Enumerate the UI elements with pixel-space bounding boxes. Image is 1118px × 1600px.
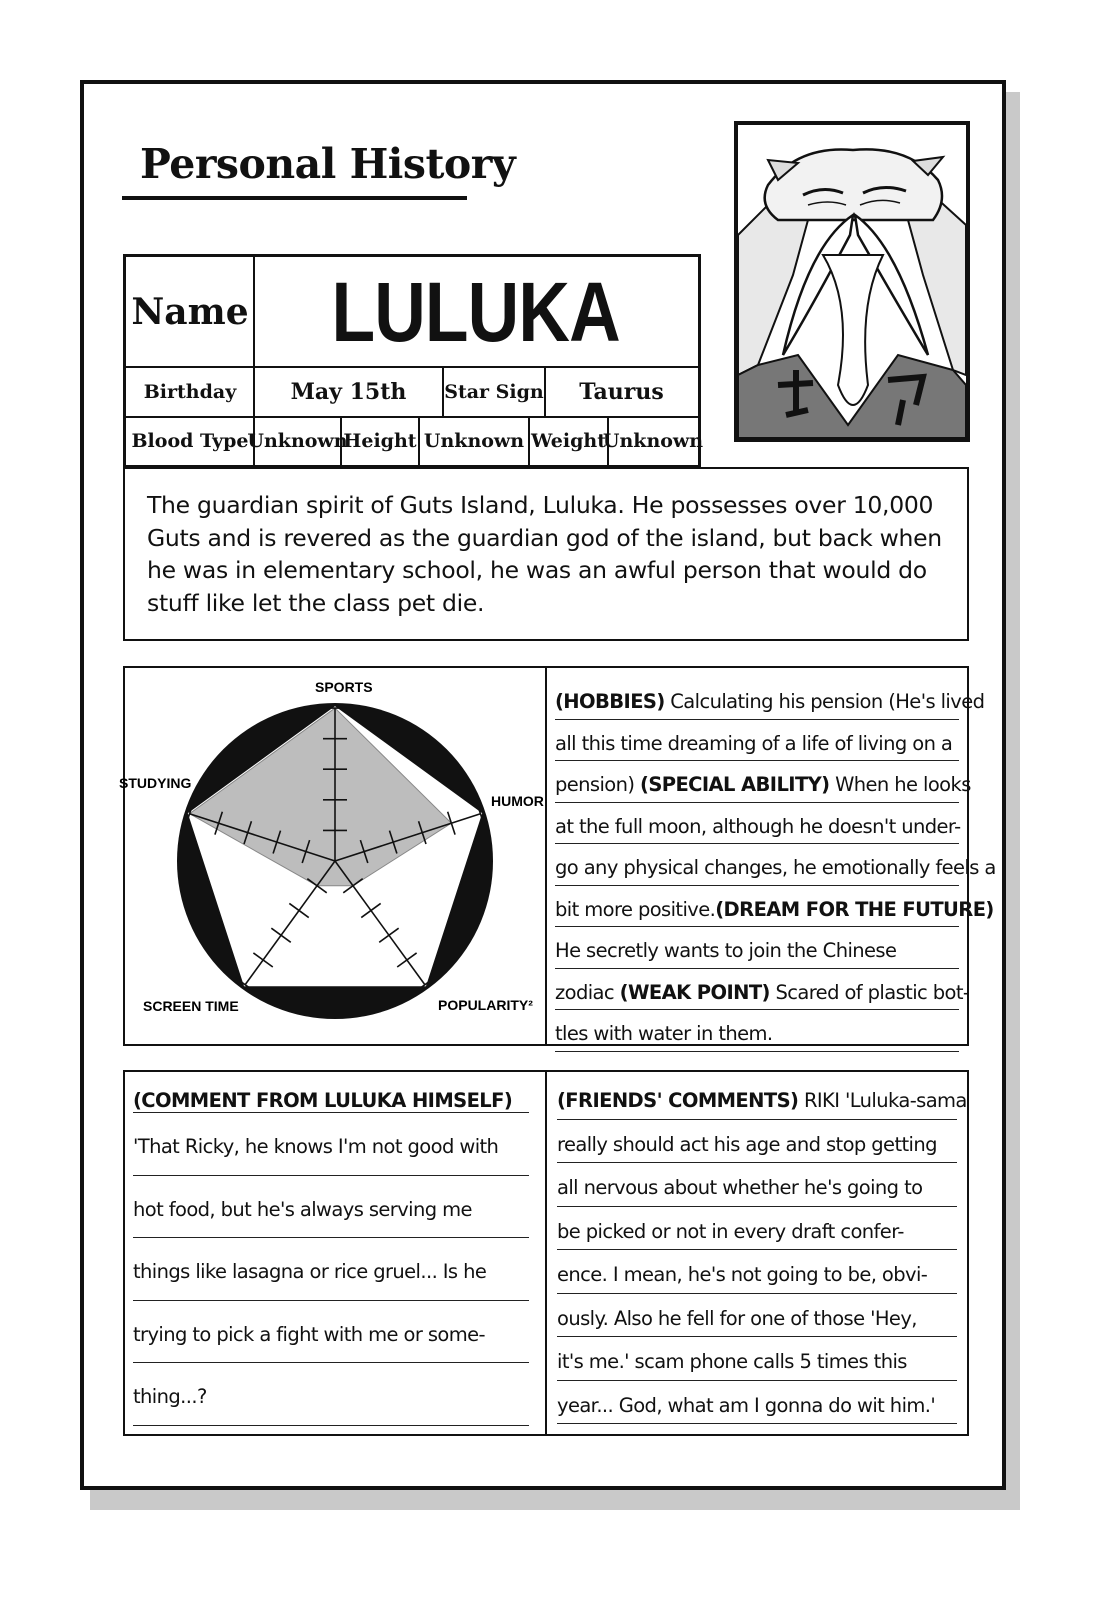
- birthday-label: Birthday: [125, 366, 255, 418]
- special-ability-heading: (SPECIAL ABILITY): [640, 773, 830, 796]
- height-label: Height: [340, 416, 420, 466]
- weak-point-text: Scared of plastic bot-: [769, 980, 970, 1004]
- hobbies-line: [555, 844, 996, 886]
- hobbies-line: [555, 720, 959, 762]
- hobbies-text: bit more positive.: [555, 897, 716, 921]
- self-comment-line: hot food, but he's always serving me: [133, 1176, 529, 1239]
- hobbies-text: go any physical changes, he emotionally feels a: [555, 856, 996, 879]
- hobbies-panel: [545, 666, 996, 1046]
- friends-comment-line: really should act his age and stop getting: [557, 1120, 957, 1164]
- axis-label-screen-time: SCREEN TIME: [143, 998, 239, 1014]
- axis-label-sports: SPORTS: [315, 679, 373, 695]
- profile-grid: [123, 254, 704, 468]
- hobbies-line: [555, 761, 971, 803]
- self-comment-line: thing...?: [133, 1363, 529, 1426]
- hobbies-heading: (HOBBIES): [555, 690, 665, 713]
- dream-heading: (DREAM FOR THE FUTURE): [715, 897, 994, 921]
- character-portrait: [734, 121, 970, 442]
- name-value-cell: [253, 256, 699, 368]
- friends-comment-panel: [545, 1070, 969, 1436]
- friends-comment-text: RIKI 'Luluka-sama: [798, 1089, 967, 1112]
- self-comment-line: 'That Ricky, he knows I'm not good with: [133, 1113, 529, 1176]
- axis-label-humor: HUMOR: [491, 793, 544, 809]
- luluka-illustration: [738, 125, 966, 438]
- height-value: Unknown: [418, 416, 530, 466]
- hobbies-text: pension): [555, 773, 641, 796]
- hobbies-text: He secretly wants to join the Chinese: [555, 939, 897, 962]
- character-name: LULUKA: [331, 264, 621, 359]
- hobbies-line: [555, 1010, 959, 1052]
- weight-value: Unknown: [607, 416, 699, 466]
- hobbies-text: zodiac: [555, 980, 620, 1004]
- stats-radar-panel: [119, 666, 547, 1046]
- friends-comment-line: be picked or not in every draft confer-: [557, 1207, 957, 1251]
- friends-comment-heading: (FRIENDS' COMMENTS): [557, 1089, 799, 1112]
- self-comment-heading: [133, 1076, 529, 1113]
- stats-radar-chart: [119, 668, 545, 1044]
- self-comment-heading-text: (COMMENT FROM LULUKA HIMSELF): [133, 1089, 513, 1112]
- title-underline: [122, 196, 467, 200]
- self-comment-panel: [123, 1070, 547, 1436]
- self-comment-line: things like lasagna or rice gruel... Is he: [133, 1238, 529, 1301]
- special-ability-text: When he looks: [829, 773, 971, 796]
- star-sign-label: Star Sign: [442, 366, 546, 418]
- hobbies-text: all this time dreaming of a life of living on a: [555, 731, 953, 755]
- weight-label: Weight: [528, 416, 609, 466]
- self-comment-line: trying to pick a fight with me or some-: [133, 1301, 529, 1364]
- weak-point-heading: (WEAK POINT): [619, 980, 770, 1004]
- hobbies-line: [555, 886, 994, 928]
- hobbies-line: [555, 927, 959, 969]
- friends-comment-line: all nervous about whether he's going to: [557, 1163, 957, 1207]
- hobbies-text: Calculating his pension (He's lived: [664, 690, 985, 713]
- hobbies-line: [555, 803, 959, 845]
- hobbies-text: tles with water in them.: [555, 1022, 773, 1045]
- friends-comment-line: year... God, what am I gonna do wit him.': [557, 1381, 957, 1425]
- description-line: stuff like let the class pet die.: [147, 588, 485, 617]
- star-sign-value: Taurus: [544, 366, 699, 418]
- description-line: he was in elementary school, he was an awful person that would do: [147, 556, 927, 584]
- birthday-value: May 15th: [253, 366, 444, 418]
- page-title: Personal History: [140, 140, 516, 188]
- description-line: Guts and is revered as the guardian god of the island, but back when: [147, 523, 942, 552]
- axis-label-popularity: POPULARITY²: [438, 997, 533, 1013]
- blood-type-value: Unknown: [253, 416, 342, 466]
- hobbies-line: [555, 969, 970, 1011]
- hobbies-text: at the full moon, although he doesn't under-: [555, 814, 961, 838]
- friends-comment-line: ence. I mean, he's not going to be, obvi-: [557, 1250, 957, 1294]
- character-description: [123, 467, 969, 641]
- friends-comment-line: ously. Also he fell for one of those 'Hey,: [557, 1294, 957, 1338]
- description-line: The guardian spirit of Guts Island, Luluka. He possesses over 10,000: [147, 491, 934, 519]
- blood-type-label: Blood Type: [125, 416, 255, 466]
- friends-comment-line: it's me.' scam phone calls 5 times this: [557, 1337, 957, 1381]
- friends-comment-line: [557, 1076, 967, 1120]
- hobbies-line: [555, 678, 985, 720]
- name-label: Name: [125, 256, 255, 368]
- axis-label-studying: STUDYING: [119, 775, 192, 791]
